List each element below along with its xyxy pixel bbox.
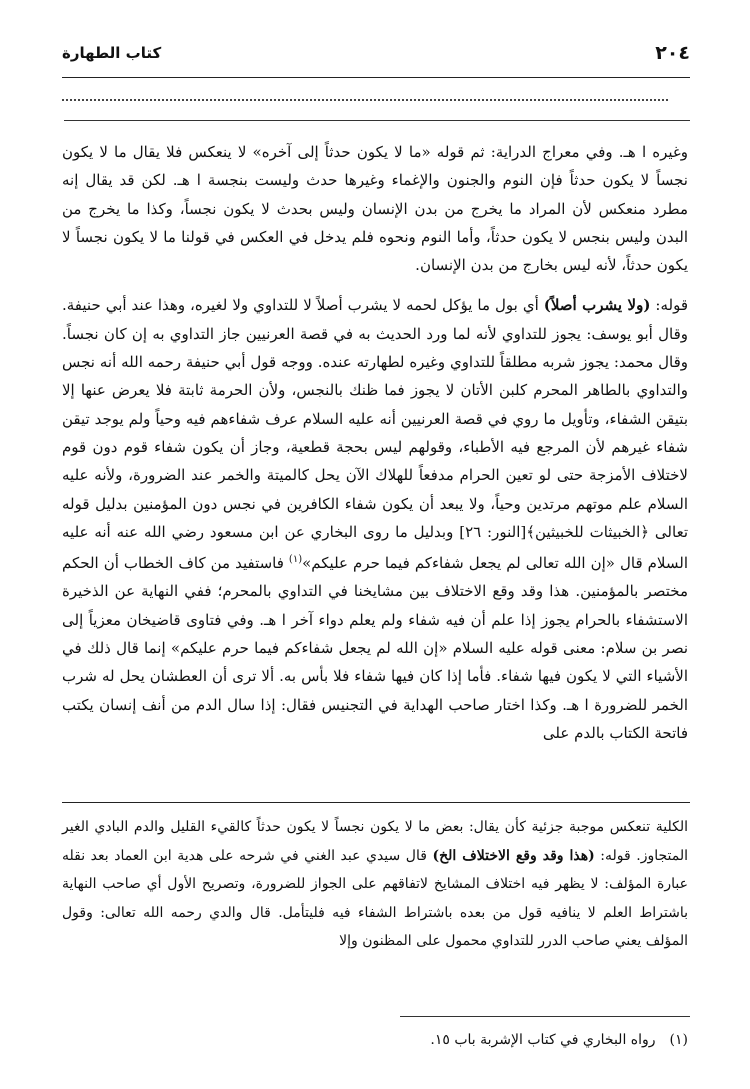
footnote-marker: (١) bbox=[669, 1032, 688, 1048]
paragraph-text-part2: فاستفيد من كاف الخطاب أن الحكم مختصر بالمؤمنين. هذا وقد وقع الاختلاف بين مشايخنا في التداوي بالمحرم؛ ففي النهاية عن الذخيرة الاستشفاء بالحرام يجوز إذا علم أن فيه شفاء ولم يعلم دواء آخر ا هـ. وفي فتاوى قاضيخان معزياً إلى نصر بن سلام: معنى قوله عليه السلام «إن الله لم يجعل شفاءكم فيما حرم عليكم» إنما قال ذلك في الأشياء التي لا يكون فيها شفاء. فأما إذا كان فيها شفاء فلا بأس به. ألا ترى أن العطشان يحل له شرب الخمر للضرورة ا هـ. وكذا اختار صاحب الهداية في التجنيس فقال: إذا سال الدم من أنف إنسان يكتب فاتحة الكتاب بالدم على bbox=[62, 554, 689, 742]
footnote-rule bbox=[400, 1016, 690, 1017]
dotted-separator bbox=[62, 99, 668, 101]
commentary-quoted: (هذا وقد وقع الاختلاف الخ) bbox=[432, 847, 595, 864]
main-paragraph-2 bbox=[62, 291, 688, 747]
quoted-matn: (ولا يشرب أصلاً) bbox=[543, 296, 651, 315]
footnote-text: رواه البخاري في كتاب الإشربة باب ١٥. bbox=[430, 1032, 656, 1048]
commentary-text bbox=[62, 813, 688, 956]
commentary-paragraph bbox=[62, 813, 688, 956]
main-text-top-rule bbox=[64, 120, 690, 121]
page-header bbox=[62, 40, 690, 76]
header-rule bbox=[62, 77, 690, 78]
running-title: كتاب الطهارة bbox=[62, 44, 162, 62]
main-text bbox=[62, 138, 688, 747]
page-number: ٢٠٤ bbox=[655, 42, 690, 64]
commentary-part1: الكلية تنعكس موجبة جزئية كأن يقال: بعض ما لا يكون نجساً لا يكون حدثاً كالقيء القليل والدم البادي الغير المتجاوز. قوله: bbox=[62, 819, 688, 864]
footnote-reference[interactable]: (١) bbox=[288, 554, 303, 566]
paragraph-lead: قوله: bbox=[650, 296, 688, 315]
footnote bbox=[62, 1028, 688, 1052]
paragraph-text-part1: أي بول ما يؤكل لحمه لا يشرب أصلاً لا للتداوي ولا لغيره، وهذا عند أبي حنيفة. وقال أبو يوسف: يجوز للتداوي لأنه لما ورد الحديث به في قصة العرنيين جاز التداوي به إن كان نجساً. وقال محمد: يجوز شربه مطلقاً للتداوي وغيره لطهارته عنده. ووجه قول أبي حنيفة رحمه الله أنه نجس والتداوي بالطاهر المحرم كلبن الأتان لا يجوز فما ظنك بالنجس، ولأن الحرمة ثابتة فلا يعرض عنها إلا بتيقن الشفاء، وتأويل ما روي في قصة العرنيين أنه عليه السلام عرف شفاءهم فيه وحياً ولم يوجد تيقن شفاء غيرهم لأن المرجع فيه الأطباء، وقولهم ليس بحجة قطعية، وجاز أن يكون شفاء قوم دون قوم لاختلاف الأمزجة حتى لو تعين الحرام مدفعاً للهلاك الآن يحل كالميتة والخمر عند الضرورة، ولأنه عليه السلام علم موتهم مرتدين وحياً، ولا يبعد أن يكون شفاء الكافرين في نجس دون المؤمنين بدليل قوله تعالى ﴿الخبيثات للخبيثين﴾[النور: ٢٦] وبدليل ما روى البخاري عن ابن مسعود رضي الله عنه أنه عليه السلام قال «إن الله تعالى لم يجعل شفاءكم فيما حرم عليكم» bbox=[62, 296, 688, 573]
commentary-part2: قال سيدي عبد الغني في شرحه على هدية ابن العماد بعد نقله عبارة المؤلف: لا يظهر فيه اختلاف المشايخ لاتفاقهم على الجواز للضرورة، وتصريح الأول أي صاحب النهاية باشتراط العلم لا ينافيه قول من بعده باشتراط الشفاء فيه فليتأمل. قال والدي رحمه الله تعالى: وقول المؤلف يعني صاحب الدرر للتداوي محمول على المظنون وإلا bbox=[62, 847, 688, 949]
main-paragraph-1: وغيره ا هـ. وفي معراج الدراية: ثم قوله «ما لا يكون حدثاً إلى آخره» لا ينعكس فلا يقال ما لا يكون نجساً لا يكون حدثاً فإن النوم والجنون والإغماء وغيرها حدث وليست بنجسة ا هـ. لكن قد يقال إنه مطرد منعكس لأن المراد ما يخرج من بدن الإنسان وليس بحدث لا يكون نجساً، وكذا ما يخرج من البدن وليس بنجس لا يكون حدثاً، وأما النوم ونحوه فلم يدخل في العكس في قولنا ما لا يكون نجساً لا يكون حدثاً، لأنه ليس بخارج من بدن الإنسان. bbox=[62, 143, 688, 275]
commentary-separator bbox=[62, 802, 690, 803]
